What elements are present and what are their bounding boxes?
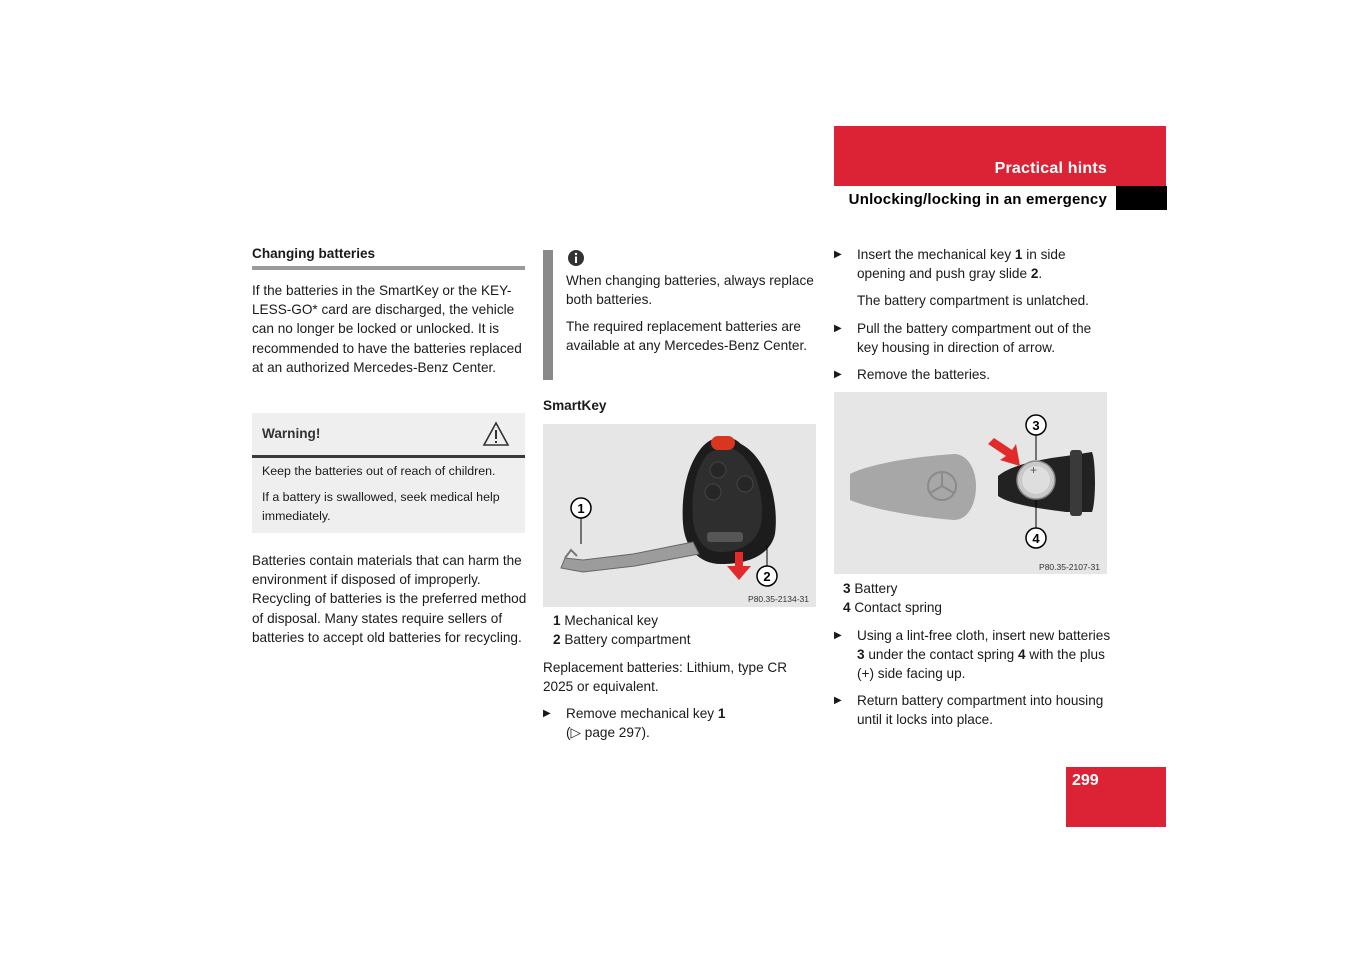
bullet-arrow-icon: ▶	[543, 708, 551, 719]
caption-contact-spring: 4 Contact spring	[843, 600, 942, 615]
info-icon	[566, 248, 586, 268]
page-number: 299	[1072, 772, 1099, 789]
section-title: Practical hints	[994, 160, 1107, 177]
bullet-arrow-icon: ▶	[834, 249, 842, 260]
subsection-title: Unlocking/locking in an emergency	[848, 191, 1107, 208]
step-insert-key: ▶ Insert the mechanical key 1 in side opening and push gray slide 2.	[834, 247, 1066, 282]
plus-sign-icon: +	[1030, 463, 1038, 477]
figure2-callout-3: 3	[1032, 418, 1040, 433]
environment-paragraph: Batteries contain materials that can harm the environment if disposed of improperly. Recycling of batteries is the preferred method of disposal. Many states require sellers of batteries to accept old batteries for recycling.	[252, 553, 527, 645]
info-bar	[543, 250, 553, 380]
warning-title: Warning!	[262, 426, 321, 441]
battery-figure	[834, 392, 1107, 574]
info-text-both-batteries: When changing batteries, always replace both batteries.	[566, 273, 814, 308]
intro-paragraph: If the batteries in the SmartKey or the KEY-LESS-GO* card are discharged, the vehicle can no longer be locked or unlocked. It is recommended to have the batteries replaced at an authorized Mercedes-Benz Center.	[252, 283, 522, 375]
info-text-availability: The required replacement batteries are available at any Mercedes-Benz Center.	[566, 319, 808, 354]
warning-text-swallowed: If a battery is swallowed, seek medical help immediately.	[262, 490, 500, 523]
figure1-callout-1: 1	[577, 501, 585, 516]
warning-triangle-icon	[482, 421, 510, 447]
figure2-code: P80.35-2107-31	[1039, 562, 1100, 572]
step-insert-new-batteries: ▶ Using a lint-free cloth, insert new batteries 3 under the contact spring 4 with the plus (+) side facing up.	[834, 628, 1111, 682]
smartkey-figure	[543, 424, 816, 607]
step-remove-key: ▶ Remove mechanical key 1 (▷ page 297).	[543, 706, 726, 741]
replacement-paragraph: Replacement batteries: Lithium, type CR 2025 or equivalent.	[543, 660, 788, 695]
changing-batteries-heading: Changing batteries	[252, 246, 376, 261]
bullet-arrow-icon: ▶	[834, 695, 842, 706]
bullet-arrow-icon: ▶	[834, 369, 842, 380]
caption-mechanical-key: 1 Mechanical key	[553, 613, 659, 628]
caption-battery-compartment: 2 Battery compartment	[553, 632, 691, 647]
heading-rule	[252, 266, 525, 270]
note-unlatched: The battery compartment is unlatched.	[857, 293, 1089, 308]
bullet-arrow-icon: ▶	[834, 630, 842, 641]
figure1-code: P80.35-2134-31	[748, 594, 809, 604]
warning-text-children: Keep the batteries out of reach of children.	[262, 464, 496, 478]
warning-rule	[252, 455, 525, 458]
step-remove-batteries: ▶ Remove the batteries.	[834, 365, 1114, 385]
caption-battery: 3 Battery	[843, 581, 898, 596]
bullet-arrow-icon: ▶	[834, 323, 842, 334]
figure2-callout-4: 4	[1032, 531, 1040, 546]
step-return-compartment: ▶ Return battery compartment into housing until it locks into place.	[834, 693, 1104, 728]
figure1-callout-2: 2	[763, 569, 771, 584]
smartkey-heading: SmartKey	[543, 398, 607, 413]
thumb-tab	[1116, 186, 1167, 210]
step-pull-compartment: ▶ Pull the battery compartment out of the key housing in direction of arrow.	[834, 321, 1092, 356]
